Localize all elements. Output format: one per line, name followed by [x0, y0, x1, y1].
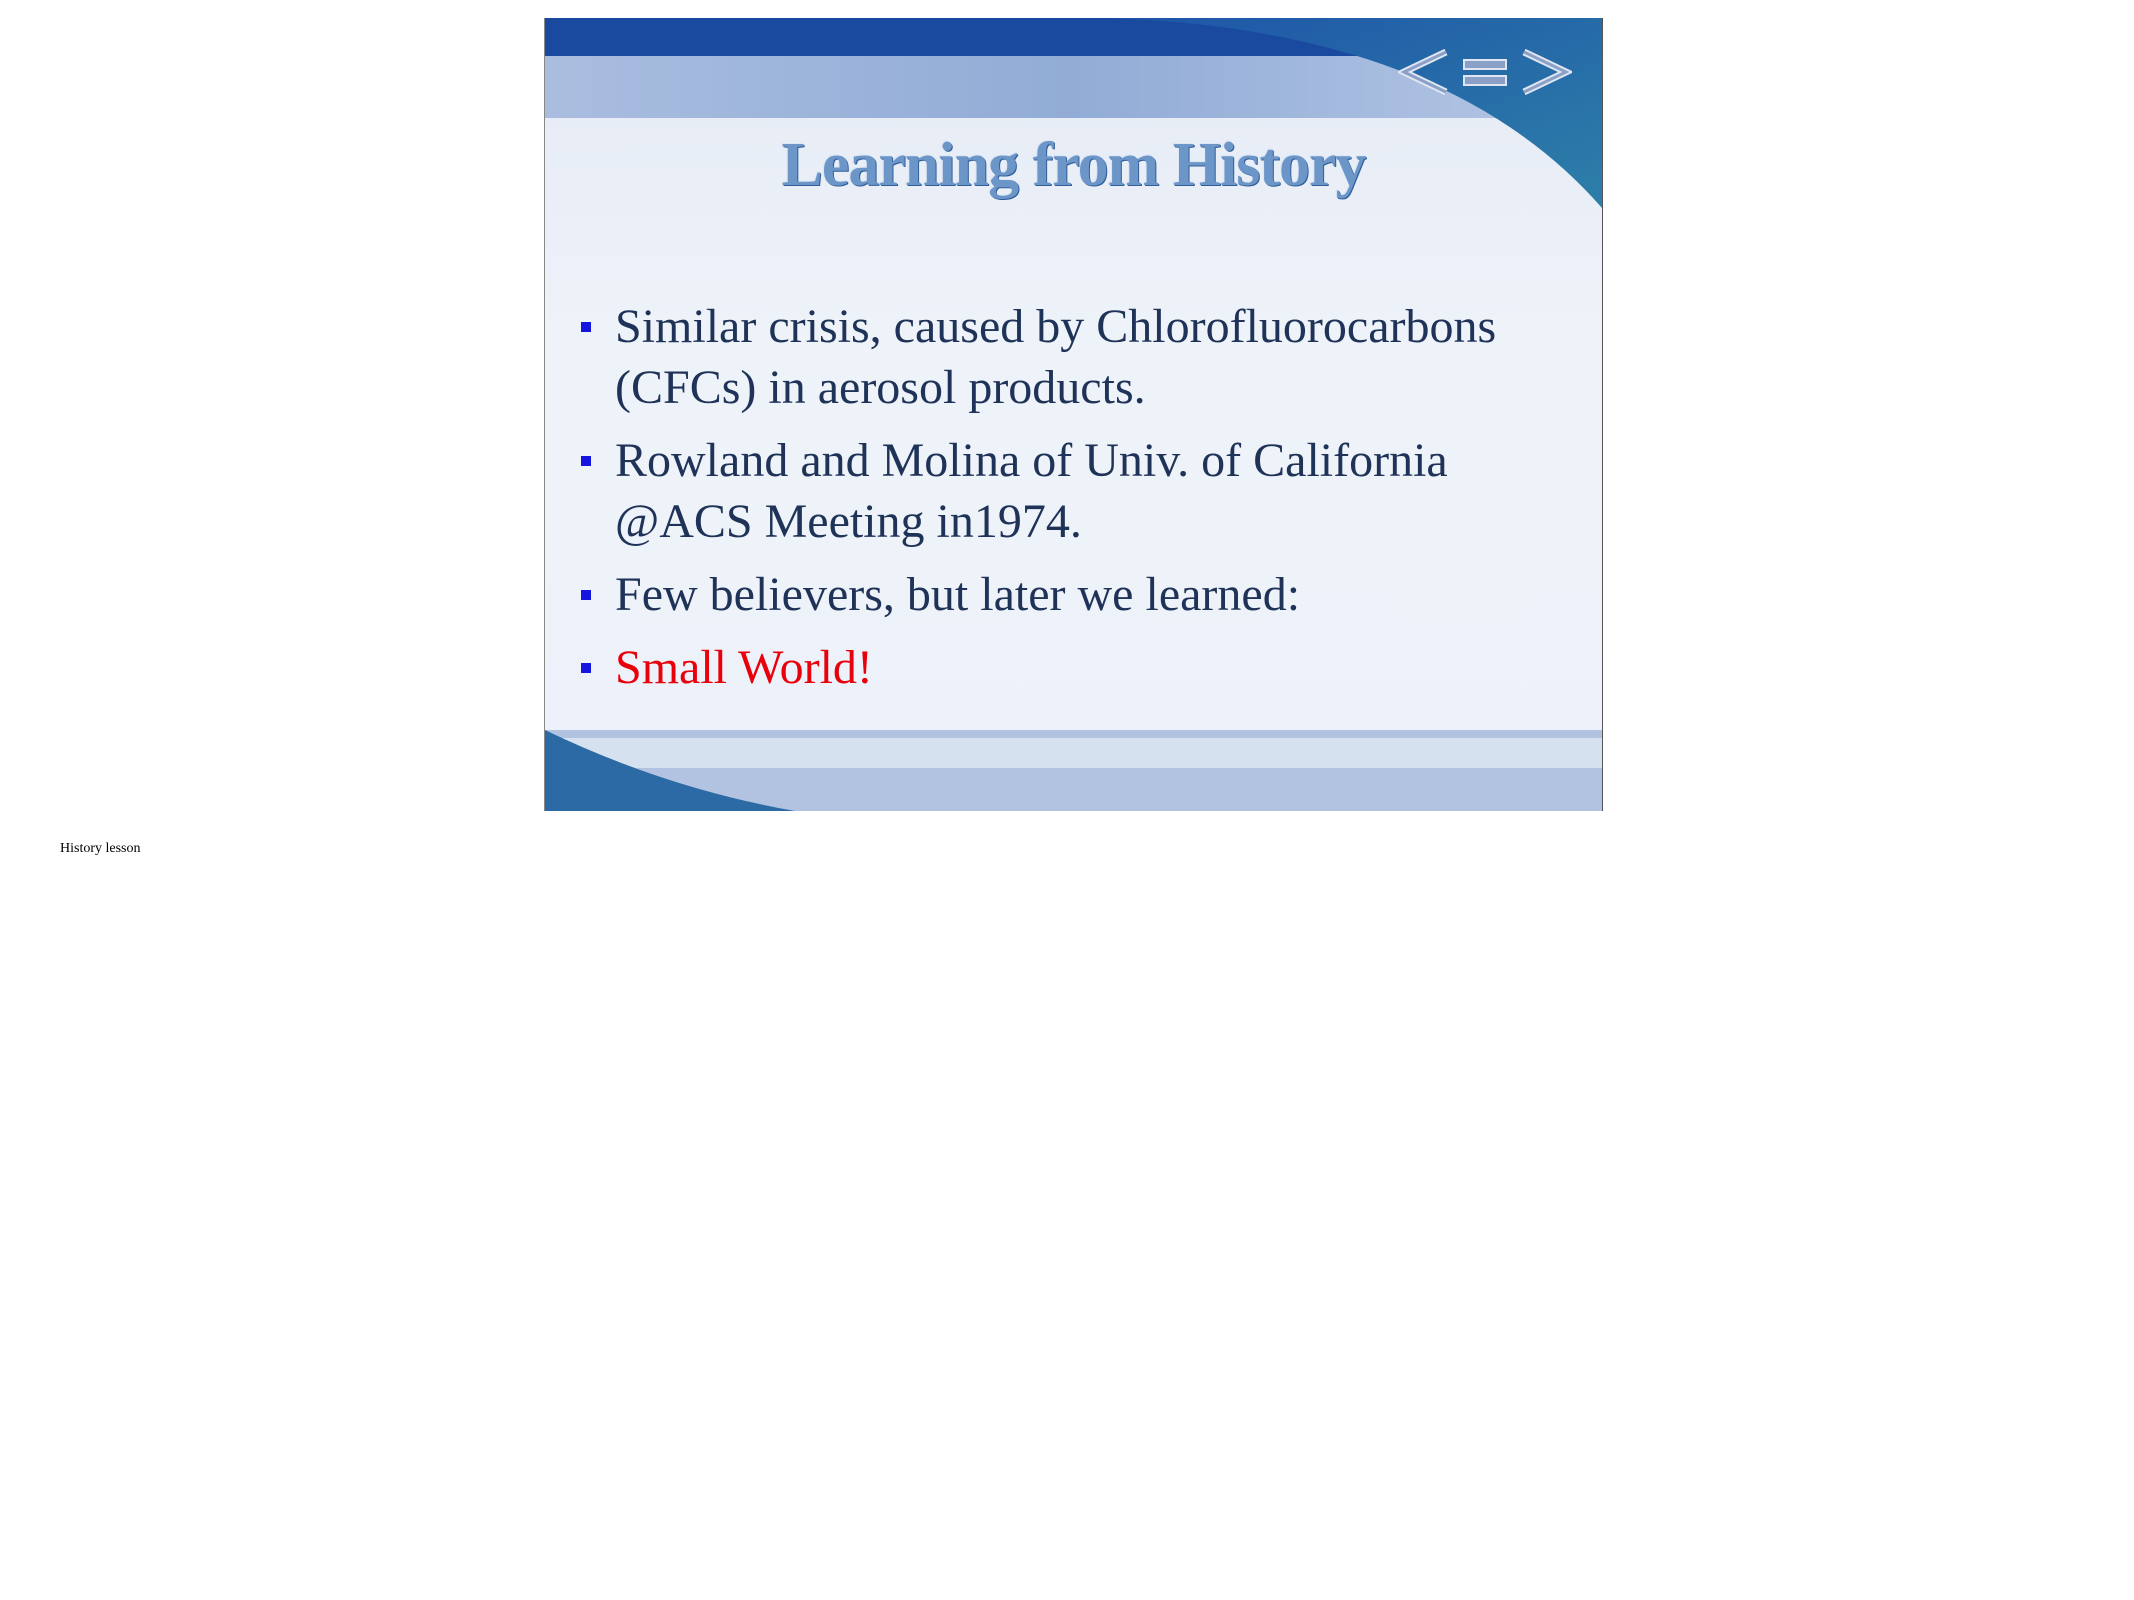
bullet-square-icon [581, 590, 591, 600]
bullet-item: Few believers, but later we learned: [581, 564, 1591, 625]
bullet-item: Rowland and Molina of Univ. of California @ACS Meeting in1974. [581, 430, 1591, 552]
previous-arrow-icon[interactable] [1398, 48, 1450, 96]
bullet-square-icon [581, 322, 591, 332]
bullet-square-icon [581, 456, 591, 466]
next-arrow-icon[interactable] [1520, 48, 1572, 96]
slide-navigation [1398, 48, 1572, 96]
bullet-item-highlight: Small World! [581, 637, 1591, 698]
bullet-list [581, 296, 1591, 710]
slide-notes: History lesson [60, 841, 141, 856]
slide [544, 18, 1603, 811]
slide-title: Learning from History [781, 131, 1366, 199]
bullet-square-icon [581, 663, 591, 673]
menu-equals-icon[interactable] [1462, 48, 1508, 96]
bullet-item: Similar crisis, caused by Chlorofluorocarbons (CFCs) in aerosol products. [581, 296, 1591, 418]
